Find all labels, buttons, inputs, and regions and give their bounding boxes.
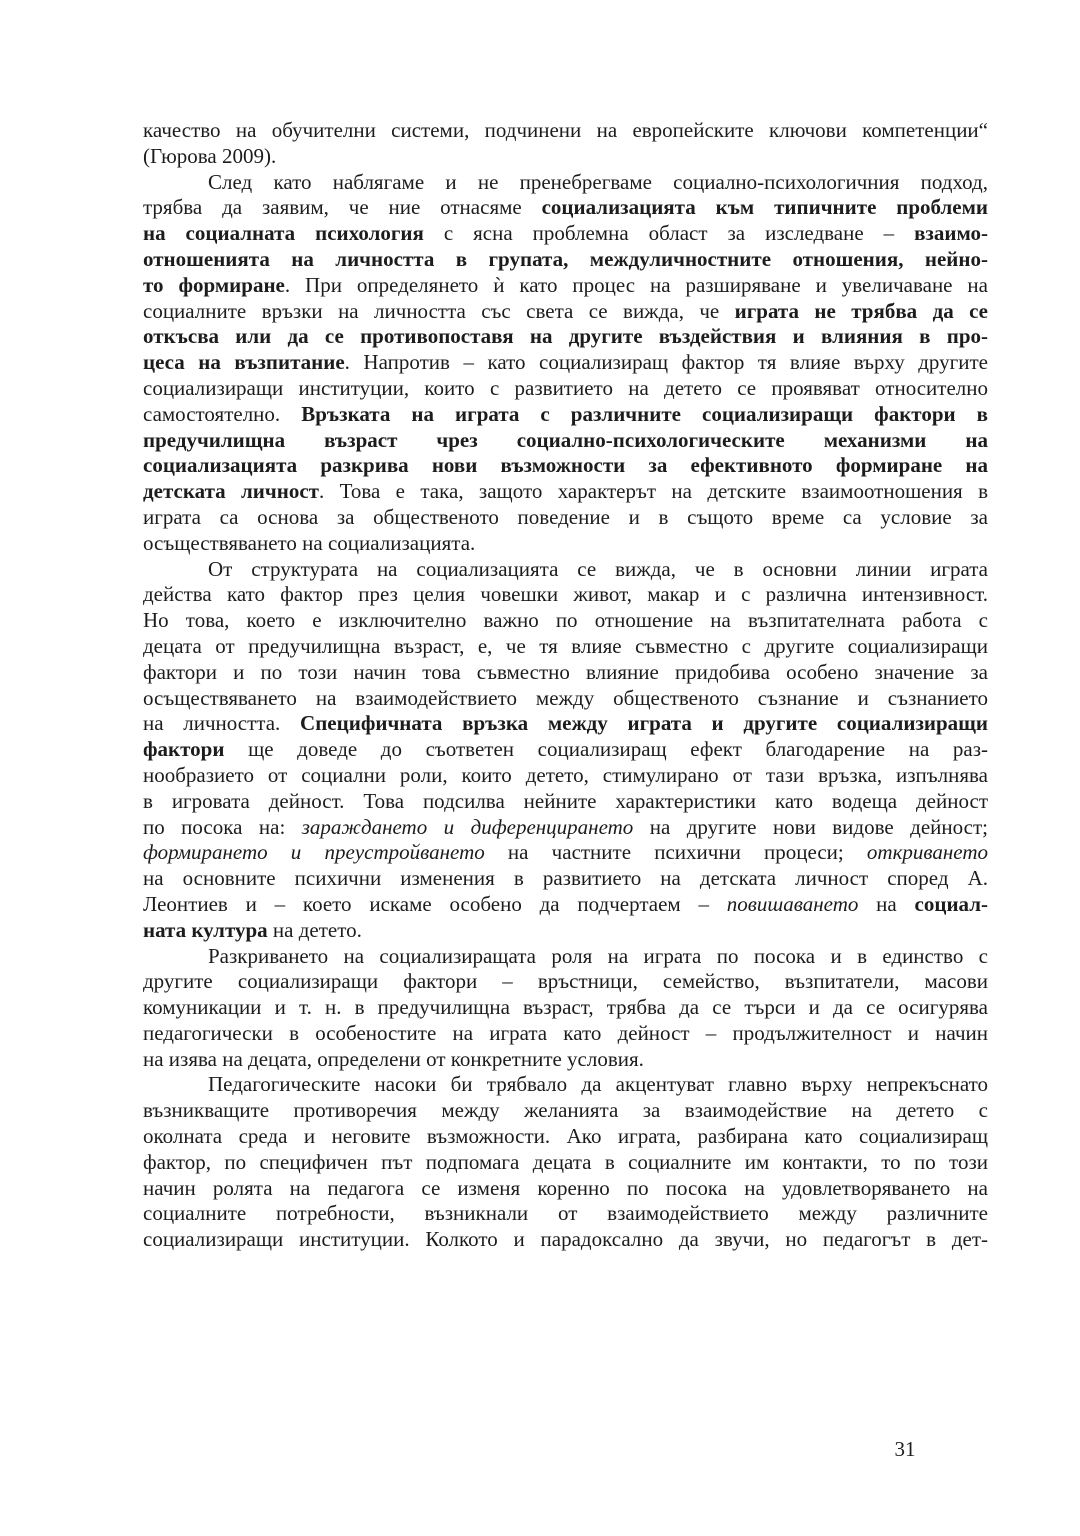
text-segment: на основните психични изменения в развитието на детската личност според А.	[143, 866, 988, 891]
text-line	[143, 763, 988, 789]
text-segment: начин ролята на педагога се изменя коренно по посока на удовлетворяването на	[143, 1175, 988, 1200]
text-line	[143, 1124, 988, 1150]
text-line	[143, 479, 988, 505]
text-line	[143, 686, 988, 712]
paragraph-first-line	[143, 1072, 988, 1098]
text-segment: околната среда и неговите възможности. Ако играта, разбирана като социализиращ	[143, 1124, 988, 1149]
body-text	[143, 118, 988, 1253]
bold-text: цеса на възпитание	[143, 350, 345, 375]
text-line	[143, 1098, 988, 1124]
text-line	[143, 995, 988, 1021]
text-segment: . При определянето ѝ като процес на разширяване и увеличаване на	[284, 272, 988, 297]
text-line	[143, 1150, 988, 1176]
text-segment: Педагогическите насоки би трябвало да акцентуват главно върху непрекъснато	[208, 1072, 988, 1097]
paragraph-first-line	[143, 557, 988, 583]
bold-text: взаимо-	[914, 221, 988, 246]
text-line	[143, 1047, 988, 1073]
text-line	[143, 247, 988, 273]
text-segment: самостоятелно.	[143, 401, 302, 426]
text-segment: социалните потребности, възникнали от взаимодействието между различните	[143, 1201, 988, 1226]
italic-text: зараждането и диференцирането	[301, 814, 634, 839]
text-line	[143, 144, 988, 170]
bold-text: на социалната психология	[143, 221, 424, 246]
text-line	[143, 376, 988, 402]
text-line	[143, 892, 988, 918]
bold-text: Връзката на играта с различните социализиращи фактори в	[301, 401, 989, 426]
text-line	[143, 737, 988, 763]
text-line	[143, 453, 988, 479]
bold-text: играта не трябва да се	[734, 298, 988, 323]
text-segment: Разкриването на социализиращата роля на играта по посока и в единство с	[208, 943, 988, 968]
text-segment: трябва да заявим, че ние отнасяме	[143, 195, 542, 220]
text-line	[143, 1201, 988, 1227]
text-segment: социалните връзки на личността със света се вижда, че	[143, 298, 735, 323]
bold-text: социал-	[914, 891, 989, 916]
text-segment: фактори и по този начин това съвместно влияние придобива особено значение за	[143, 659, 988, 684]
bold-text: отношенията на личността в групата, междуличностните отношения, нейно-	[143, 246, 988, 271]
text-line	[143, 531, 988, 557]
text-segment: (Гюрова 2009).	[143, 143, 277, 168]
text-segment: в игровата дейност. Това подсилва нейните характеристики като водеща дейност	[143, 788, 988, 813]
text-segment: Леонтиев и – което искаме особено да подчертаем –	[143, 891, 727, 916]
text-segment: социализиращи институции, които с развитието на детето се проявяват относително	[143, 375, 988, 400]
text-segment: играта са основа за общественото поведение и в същото време са условие за	[143, 504, 988, 529]
text-line	[143, 221, 988, 247]
text-segment: действа като фактор през целия човешки живот, макар и с различна интензивност.	[143, 582, 988, 607]
text-segment: . Това е така, защото характерът на детските взаимоотношения в	[318, 479, 988, 504]
text-line	[143, 402, 988, 428]
text-line	[143, 1021, 988, 1047]
text-line	[143, 582, 988, 608]
text-line	[143, 789, 988, 815]
text-segment: комуникации и т. н. в предучилищна възраст, трябва да се търси и да се осигурява	[143, 995, 988, 1020]
text-line	[143, 840, 988, 866]
italic-text: откриването	[866, 840, 989, 865]
text-segment: осъществяването на взаимодействието между общественото съзнание и съзнанието	[143, 685, 988, 710]
text-segment: с ясна проблемна област за изследване –	[423, 221, 915, 246]
text-segment: педагогически в особеностите на играта като дейност – продължителност и начин	[143, 1020, 988, 1045]
text-segment: по посока на:	[143, 814, 302, 839]
text-line	[143, 273, 988, 299]
text-line	[143, 1176, 988, 1202]
text-segment: на частните психични процеси;	[484, 840, 867, 865]
text-segment: социализиращи институции. Колкото и парадоксално да звучи, но педагогът в дет-	[143, 1227, 988, 1252]
text-segment: на	[858, 891, 915, 916]
text-line	[143, 815, 988, 841]
text-segment: на другите нови видове дейност;	[633, 814, 988, 839]
text-segment: възникващите противоречия между желанията за взаимодействие на детето с	[143, 1098, 988, 1123]
text-line	[143, 195, 988, 221]
text-line	[143, 505, 988, 531]
text-segment: След като наблягаме и не пренебрегваме социално-психологичния подход,	[208, 169, 988, 194]
bold-text: ната култура	[143, 917, 268, 942]
bold-text: то формиране	[143, 272, 285, 297]
text-segment: . Напротив – като социализиращ фактор тя влияе върху другите	[344, 350, 988, 375]
text-segment: От структурата на социализацията се вижда, че в основни линии играта	[208, 556, 988, 581]
text-line	[143, 918, 988, 944]
text-line	[143, 1227, 988, 1253]
paragraph-first-line	[143, 944, 988, 970]
text-line	[143, 660, 988, 686]
text-segment: осъществяването на социализацията.	[143, 530, 476, 555]
text-line	[143, 634, 988, 660]
text-line	[143, 350, 988, 376]
text-segment: на изява на децата, определени от конкретните условия.	[143, 1046, 644, 1071]
text-line	[143, 299, 988, 325]
italic-text: повишаването	[726, 891, 859, 916]
italic-text: формирането и преустройването	[143, 840, 485, 865]
text-line	[143, 608, 988, 634]
text-line	[143, 711, 988, 737]
text-line	[143, 969, 988, 995]
text-segment: другите социализиращи фактори – връстници, семейство, възпитатели, масови	[143, 969, 988, 994]
text-segment: децата от предучилищна възраст, е, че тя влияе съвместно с другите социализиращи	[143, 633, 988, 658]
page-number: 31	[894, 1437, 916, 1461]
text-segment: нообразието от социални роли, които детето, стимулирано от тази връзка, изпълнява	[143, 762, 988, 787]
text-segment: Но това, което е изключително важно по отношение на възпитателната работа с	[143, 608, 988, 633]
bold-text: Специфичната връзка между играта и другите социализиращи	[300, 711, 989, 736]
bold-text: откъсва или да се противопоставя на другите въздействия и влияния в про-	[143, 324, 988, 349]
paragraph-first-line	[143, 170, 988, 196]
bold-text: фактори	[143, 737, 225, 762]
bold-text: социализацията разкрива нови възможности за ефективното формиране на	[143, 453, 988, 478]
text-line	[143, 324, 988, 350]
text-segment: на детето.	[267, 917, 362, 942]
text-line	[143, 428, 988, 454]
text-segment: на личността.	[143, 711, 301, 736]
bold-text: детската личност	[143, 479, 319, 504]
bold-text: предучилищна възраст чрез социално-психологическите механизми на	[143, 427, 988, 452]
bold-text: социализацията към типичните проблеми	[541, 195, 989, 220]
text-segment: ще доведе до съответен социализиращ ефект благодарение на раз-	[224, 737, 988, 762]
text-line	[143, 118, 988, 144]
text-line	[143, 866, 988, 892]
text-segment: фактор, по специфичен път подпомага децата в социалните им контакти, то по този	[143, 1149, 988, 1174]
text-segment: качество на обучителни системи, подчинени на европейските ключови компетенции“	[143, 118, 988, 142]
